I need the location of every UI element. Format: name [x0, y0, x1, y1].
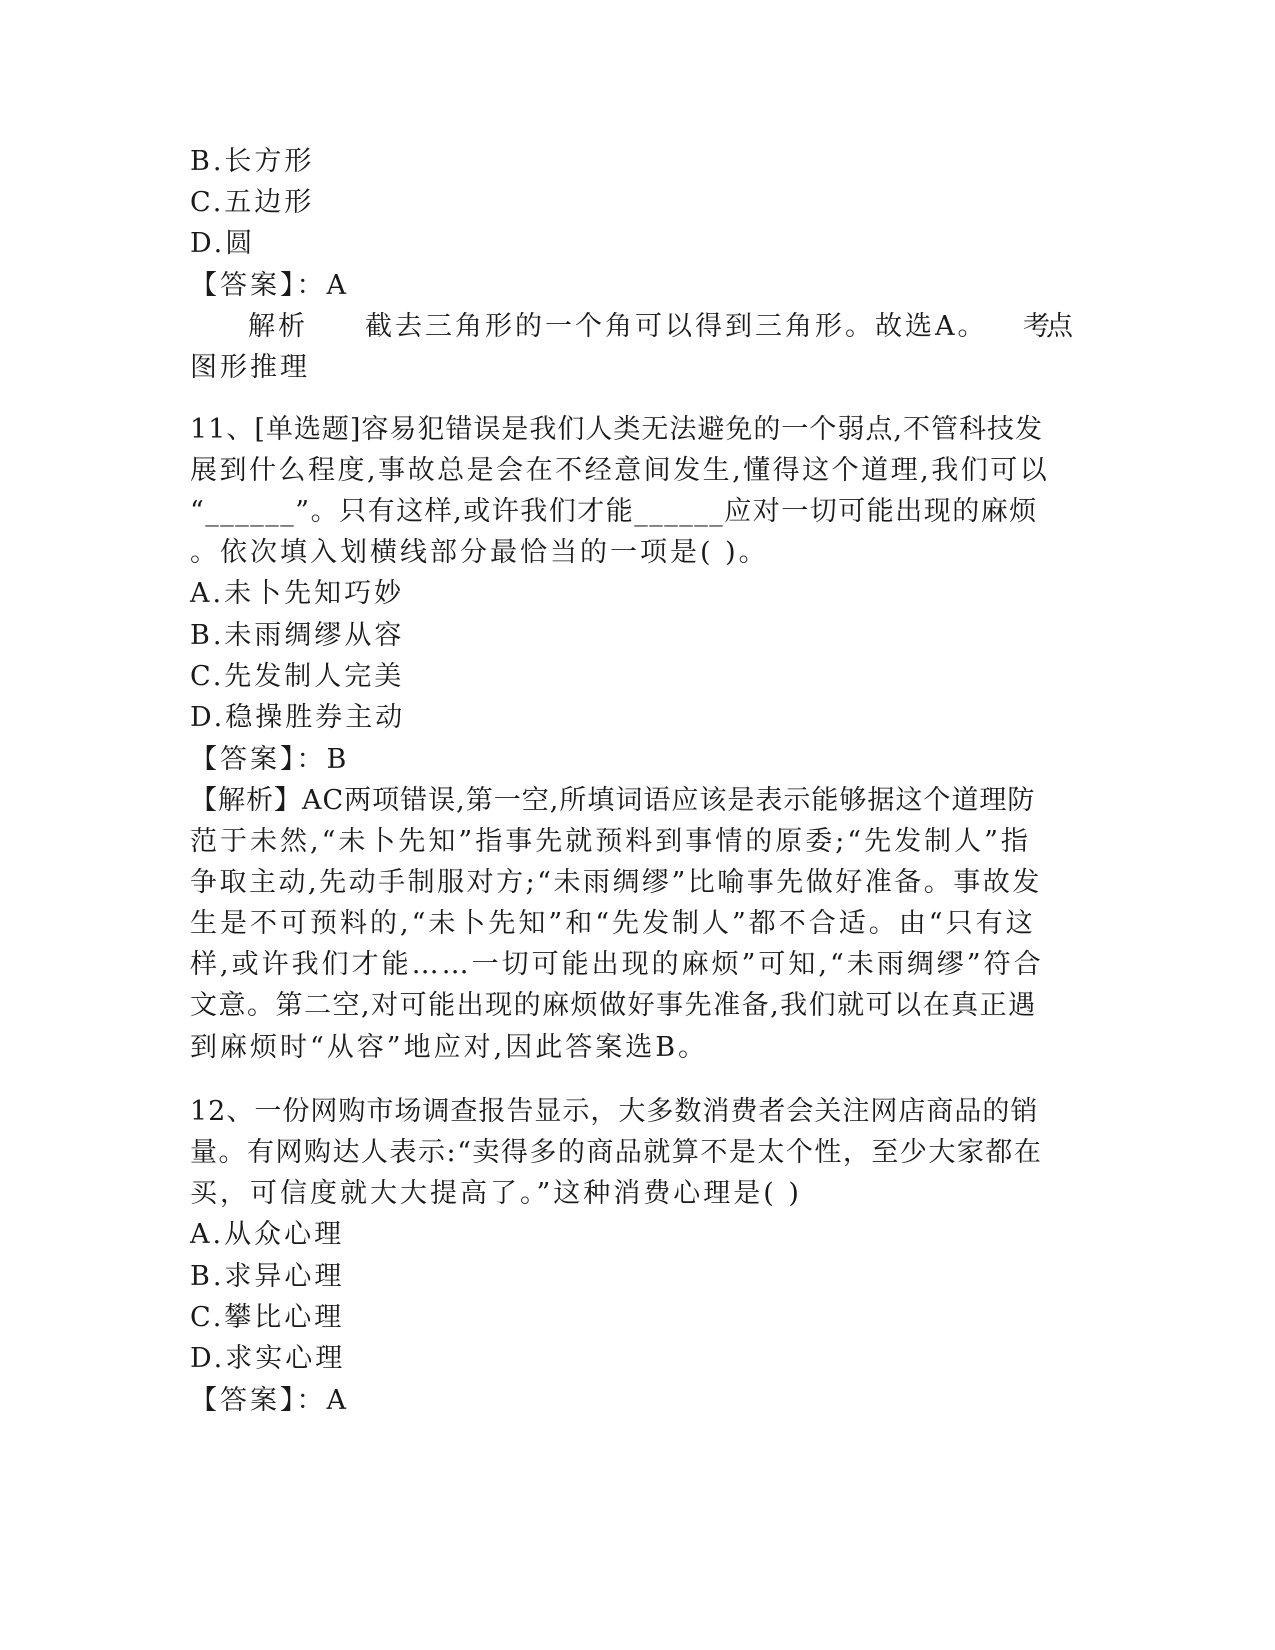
q11-analysis-line: 争取主动,先动手制服对方;“未雨绸缪”比喻事先做好准备。事故发 — [190, 867, 1042, 898]
q11-stem-line: 。依次填入划横线部分最恰当的一项是( )。 — [190, 537, 769, 568]
q12-stem-line: 量。有网购达人表示:“卖得多的商品就算不是太个性，至少大家都在 — [190, 1137, 1043, 1168]
q11-analysis-line: 到麻烦时“从容”地应对,因此答案选B。 — [190, 1032, 709, 1063]
q12-stem-line: 12、一份网购市场调查报告显示，大多数消费者会关注网店商品的销 — [190, 1096, 1039, 1127]
q11-answer: 【答案】：B — [190, 744, 350, 775]
q10-option-b: B.长方形 — [190, 146, 315, 177]
q12-answer: 【答案】：A — [190, 1385, 349, 1416]
q11-stem-line: 展到什么程度,事故总是会在不经意间发生,懂得这个道理,我们可以 — [190, 455, 1050, 486]
q10-option-d: D.圆 — [190, 228, 256, 259]
q10-point-text: 图形推理 — [190, 352, 310, 383]
q11-analysis-line: 生是不可预料的,“未卜先知”和“先发制人”都不合适。由“只有这 — [190, 908, 1036, 939]
q12-option-a: A.从众心理 — [190, 1219, 345, 1250]
q10-answer: 【答案】：A — [190, 270, 349, 301]
q11-option-d: D.稳操胜券主动 — [190, 702, 406, 733]
q11-option-b: B.未雨绸缪从容 — [190, 620, 405, 651]
q11-analysis-line: 【解析】AC两项错误,第一空,所填词语应该是表示能够据这个道理防 — [190, 785, 1036, 816]
q10-analysis-label: 解析 — [248, 311, 308, 342]
q11-analysis-line: 文意。第二空,对可能出现的麻烦做好事先准备,我们就可以在真正遇 — [190, 990, 1037, 1021]
q12-option-d: D.求实心理 — [190, 1343, 346, 1374]
q11-option-a: A.未卜先知巧妙 — [190, 578, 405, 609]
q11-option-c: C.先发制人完美 — [190, 661, 405, 692]
q10-option-c: C.五边形 — [190, 187, 315, 218]
q10-analysis-text: 截去三角形的一个角可以得到三角形。故选A。 — [365, 311, 988, 342]
q11-analysis-line: 样,或许我们才能……一切可能出现的麻烦”可知,“未雨绸缪”符合 — [190, 949, 1044, 980]
q12-option-c: C.攀比心理 — [190, 1302, 345, 1333]
q12-option-b: B.求异心理 — [190, 1261, 345, 1292]
q10-point-label: 考点 — [1023, 311, 1069, 342]
q11-stem-line: “______”。只有这样,或许我们才能______应对一切可能出现的麻烦 — [190, 496, 1038, 527]
q12-stem-line: 买，可信度就大大提高了。”这种消费心理是( ) — [190, 1178, 802, 1209]
q11-analysis-line: 范于未然,“未卜先知”指事先就预料到事情的原委;“先发制人”指 — [190, 826, 1031, 857]
q11-stem-line: 11、[单选题]容易犯错误是我们人类无法避免的一个弱点,不管科技发 — [190, 414, 1044, 445]
